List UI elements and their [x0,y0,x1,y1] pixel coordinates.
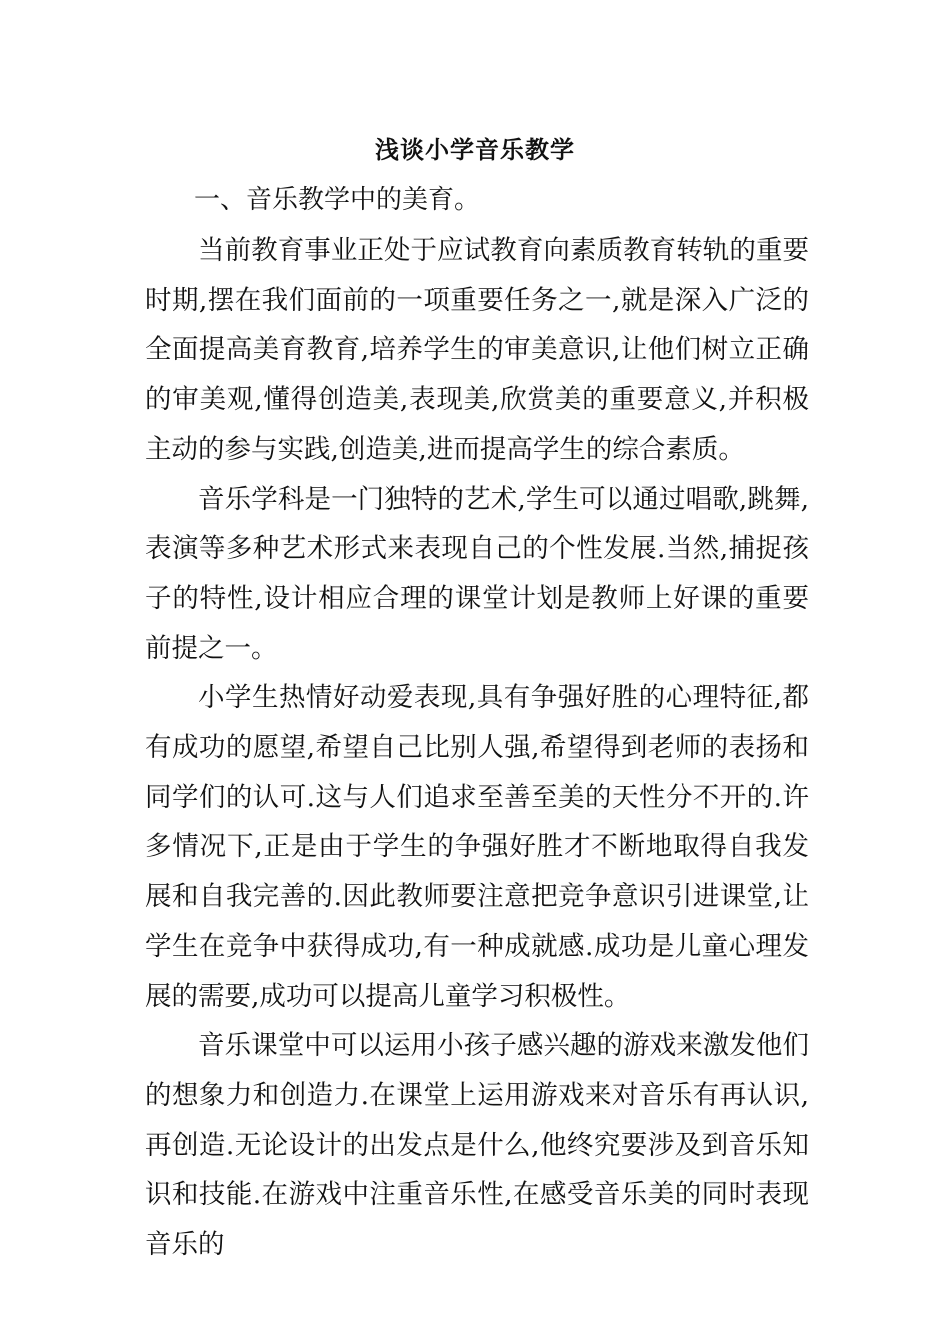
paragraph: 音乐课堂中可以运用小孩子感兴趣的游戏来激发他们的想象力和创造力.在课堂上运用游戏来对音乐有再认识,再创造.无论设计的出发点是什么,他终究要涉及到音乐知识和技能.在游戏中注重音乐性,在感受音乐美的同时表现音乐的 [145,1030,809,1261]
paragraph: 音乐学科是一门独特的艺术,学生可以通过唱歌,跳舞,表演等多种艺术形式来表现自己的个性发展.当然,捕捉孩子的特性,设计相应合理的课堂计划是教师上好课的重要前提之一。 [145,483,809,664]
paragraph: 当前教育事业正处于应试教育向素质教育转轨的重要时期,摆在我们面前的一项重要任务之一,就是深入广泛的全面提高美育教育,培养学生的审美意识,让他们树立正确的审美观,懂得创造美,表现美,欣赏美的重要意义,并积极主动的参与实践,创造美,进而提高学生的综合素质。 [145,235,809,465]
paragraph: 小学生热情好动爱表现,具有争强好胜的心理特征,都有成功的愿望,希望自己比别人强,希望得到老师的表扬和同学们的认可.这与人们追求至善至美的天性分不开的.许多情况下,正是由于学生的争强好胜才不断地取得自我发展和自我完善的.因此教师要注意把竞争意识引进课堂,让学生在竞争中获得成功,有一种成就感.成功是儿童心理发展的需要,成功可以提高儿童学习积极性。 [145,682,809,1012]
section-heading: 一、音乐教学中的美育。 [194,185,481,215]
document-body [145,226,809,1270]
document-title: 浅谈小学音乐教学 [375,135,575,164]
